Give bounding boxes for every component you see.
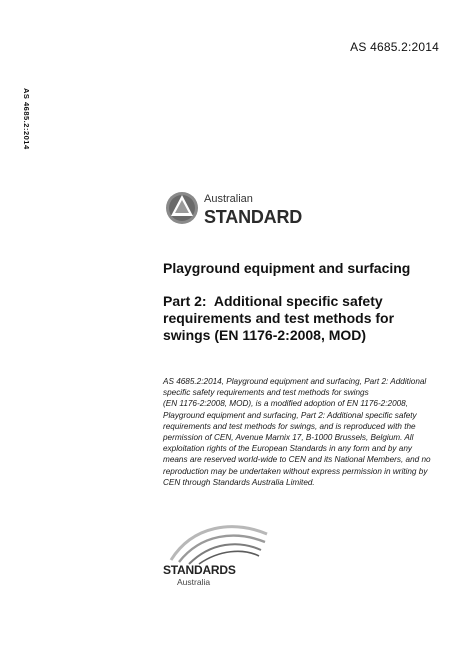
australian-standard-triangle-icon (164, 188, 200, 228)
adoption-note-line: specific safety requirements and test methods for swings (163, 388, 369, 398)
standards-australia-logo (163, 520, 283, 590)
document-number: AS 4685.2:2014 (350, 40, 439, 54)
adoption-note-line: permission of CEN, Avenue Marnix 17, B-1000 Brussels, Belgium. All (163, 433, 414, 443)
spine-document-code: AS 4685.2:2014 (22, 88, 31, 150)
logo-line-standards: STANDARDS (163, 563, 236, 577)
adoption-note-line: CEN through Standards Australia Limited. (163, 477, 315, 487)
logo-line-standard: STANDARD (204, 207, 303, 227)
logo-line-australian: Australian (204, 193, 253, 205)
adoption-note (163, 376, 455, 488)
adoption-note-line: AS 4685.2:2014, Playground equipment and surfacing, Part 2: Additional (163, 377, 427, 386)
australian-standard-logo (164, 188, 303, 234)
logo-line-australia: Australia (177, 577, 211, 587)
part-title-line-1: Part 2: Additional specific safety (163, 293, 383, 309)
adoption-note-line: reproduction may be undertaken without express permission in writing by (163, 466, 428, 476)
standards-australia-swirl-icon (163, 520, 273, 566)
adoption-note-line: (EN 1176-2:2008, MOD), is a modified adoption of EN 1176-2:2008, (163, 399, 409, 409)
adoption-note-line: exploitation rights of the European Standards in any form and by any (163, 444, 412, 454)
part-title-line-2: requirements and test methods for (163, 310, 395, 326)
part-title (163, 293, 453, 344)
title-block (163, 260, 453, 344)
part-title-line-3: swings (EN 1176-2:2008, MOD) (163, 327, 367, 343)
document-title: Playground equipment and surfacing (163, 260, 411, 276)
adoption-note-line: requirements and test methods for swings, and is reproduced with the (163, 421, 416, 431)
adoption-note-line: means are reserved world-wide to CEN and its National Members, and no (163, 455, 431, 465)
adoption-note-line: Playground equipment and surfacing, Part 2: Additional specific safety (163, 410, 417, 420)
